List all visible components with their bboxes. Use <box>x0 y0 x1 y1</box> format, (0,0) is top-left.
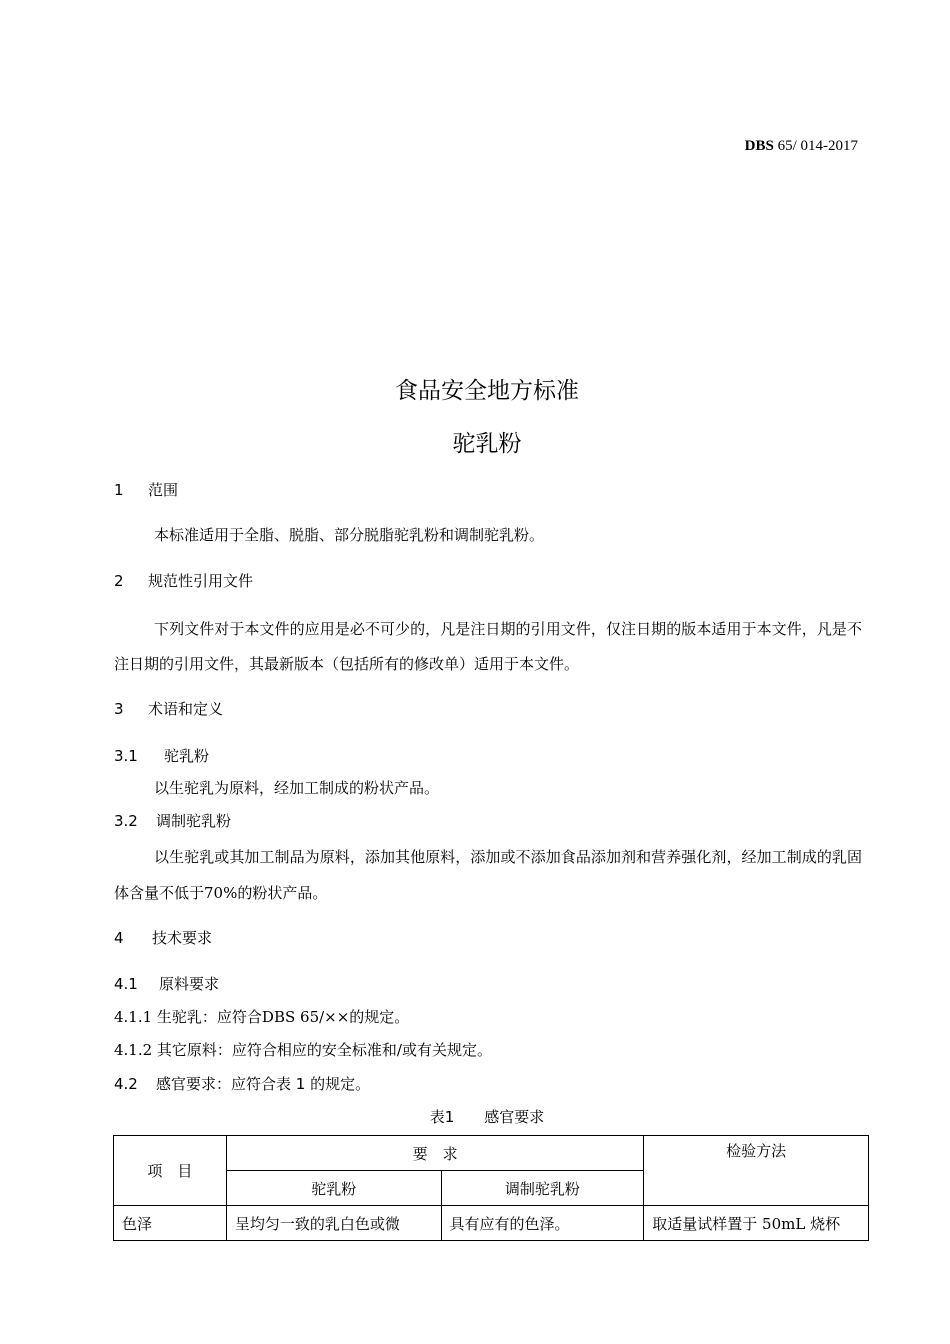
section-4-2-heading <box>114 1073 370 1094</box>
row-formulated-camel-milk-powder: 具有应有的色泽。 <box>441 1206 644 1241</box>
section-3-1-text: 以生驼乳为原料，经加工制成的粉状产品。 <box>154 779 440 797</box>
table-row <box>114 1206 869 1241</box>
section-title: 原料要求 <box>159 975 220 993</box>
section-3-heading <box>114 698 223 719</box>
section-4-1-2-text: 4.1.2 其它原料：应符合相应的安全标准和/或有关规定。 <box>114 1041 492 1059</box>
document-number <box>745 138 858 155</box>
section-title: 规范性引用文件 <box>148 572 254 590</box>
section-3-2-heading <box>114 810 231 831</box>
table-caption-title: 感官要求 <box>484 1108 545 1126</box>
table-header-row <box>114 1136 869 1171</box>
header-camel-milk-powder: 驼乳粉 <box>226 1171 441 1206</box>
section-title: 驼乳粉 <box>164 747 210 765</box>
section-number: 4.1 <box>114 975 138 993</box>
section-4-1-heading <box>114 973 219 994</box>
section-1-heading <box>114 479 178 500</box>
sensory-requirements-table <box>113 1135 869 1241</box>
section-title: 调制驼乳粉 <box>156 812 232 830</box>
section-title: 技术要求 <box>152 929 213 947</box>
document-prefix: DBS <box>744 138 774 154</box>
section-2-heading <box>114 570 253 591</box>
section-3-1-heading <box>114 745 209 766</box>
table-caption <box>0 1106 950 1127</box>
row-item: 色泽 <box>114 1206 227 1241</box>
section-title: 感官要求：应符合表 1 的规定。 <box>156 1075 371 1093</box>
header-method: 检验方法 <box>644 1136 869 1206</box>
section-4-heading <box>114 927 212 948</box>
section-number: 4 <box>114 929 124 947</box>
header-item: 项 目 <box>114 1136 227 1206</box>
standard-title: 食品安全地方标准 <box>395 378 579 404</box>
section-number: 1 <box>114 481 124 499</box>
section-title: 范围 <box>148 481 179 499</box>
section-number: 3.2 <box>114 812 138 830</box>
section-number: 3 <box>114 700 124 718</box>
section-1-text: 本标准适用于全脂、脱脂、部分脱脂驼乳粉和调制驼乳粉。 <box>154 526 545 544</box>
table-caption-number: 表1 <box>429 1108 455 1126</box>
header-requirement: 要 求 <box>226 1136 643 1171</box>
document-code: 65/ 014-2017 <box>777 138 858 154</box>
section-3-2-text: 以生驼乳或其加工制品为原料，添加其他原料，添加或不添加食品添加剂和营养强化剂，经加工制成的乳固体含量不低于70%的粉状产品。 <box>114 848 862 902</box>
row-camel-milk-powder: 呈均匀一致的乳白色或微 <box>226 1206 441 1241</box>
section-title: 术语和定义 <box>148 700 224 718</box>
section-number: 3.1 <box>114 747 138 765</box>
section-number: 4.2 <box>114 1075 138 1093</box>
row-method: 取适量试样置于 50mL 烧杯 <box>644 1206 869 1241</box>
section-number: 2 <box>114 572 124 590</box>
section-2-text: 下列文件对于本文件的应用是必不可少的，凡是注日期的引用文件，仅注日期的版本适用于本文件，凡是不注日期的引用文件，其最新版本（包括所有的修改单）适用于本文件。 <box>114 620 862 673</box>
section-4-1-1-text: 4.1.1 生驼乳：应符合DBS 65/××的规定。 <box>114 1008 410 1026</box>
product-title: 驼乳粉 <box>452 431 522 457</box>
header-formulated-camel-milk-powder: 调制驼乳粉 <box>441 1171 644 1206</box>
